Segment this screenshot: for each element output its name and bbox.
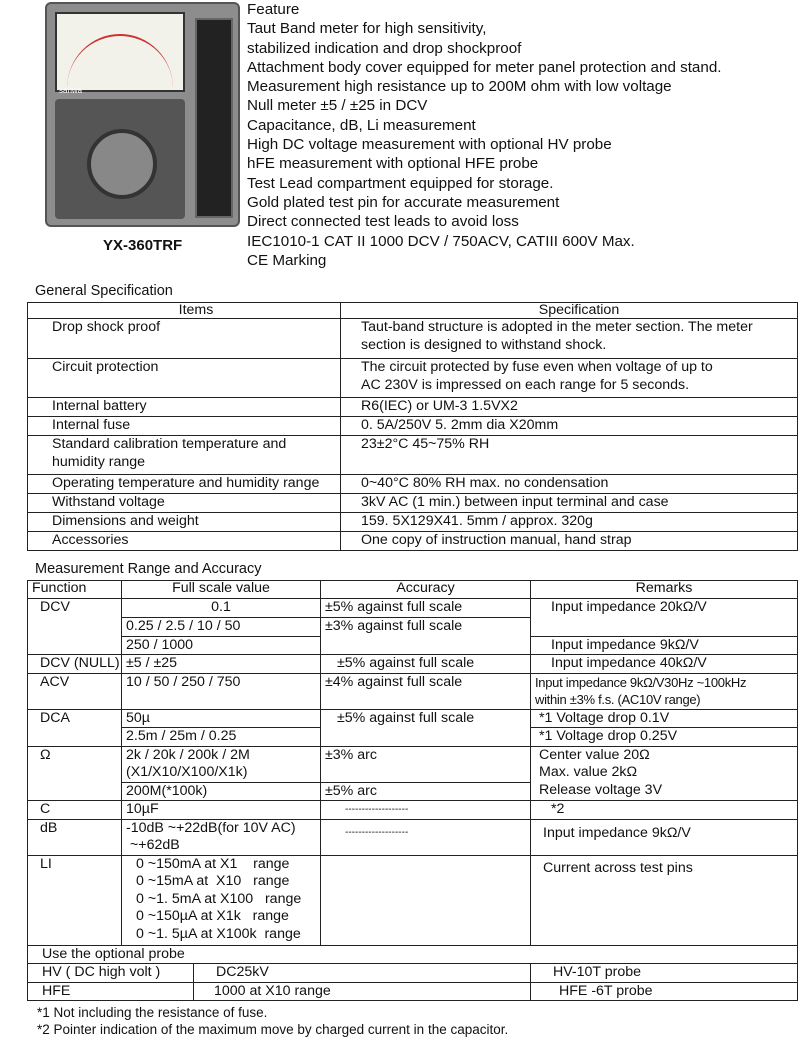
spec: 23±2°C 45~75% RH	[341, 436, 798, 475]
header-full-scale: Full scale value	[122, 581, 321, 599]
spec: 159. 5X129X41. 5mm / approx. 320g	[341, 513, 798, 532]
feature-item: Test Lead compartment equipped for storage.	[247, 174, 554, 192]
spec: One copy of instruction manual, hand strap	[341, 532, 798, 551]
measurement-table	[27, 580, 798, 946]
accuracy: -------------------	[321, 801, 531, 820]
accuracy: ±5% against full scale	[321, 655, 531, 674]
remarks: *1 Voltage drop 0.25V	[531, 728, 798, 747]
header-function: Function	[28, 581, 122, 599]
remarks: Input impedance 9kΩ/V	[531, 636, 798, 655]
feature-item: CE Marking	[247, 251, 327, 269]
meter-dial	[55, 12, 185, 92]
remarks: Input impedance 9kΩ/V30Hz ~100kHz within ±3% f.s. (AC10V range)	[531, 673, 798, 709]
probe-remarks: HV-10T probe	[531, 964, 798, 983]
feature-item: Taut Band meter for high sensitivity,	[247, 20, 487, 38]
accuracy: ±3% against full scale	[321, 618, 531, 655]
feature-item: stabilized indication and drop shockproof	[247, 39, 522, 57]
feature-item: Capacitance, dB, Li measurement	[247, 116, 476, 134]
item: Drop shock proof	[28, 319, 341, 359]
probe-function: HV ( DC high volt )	[28, 964, 194, 983]
value: 250 / 1000	[122, 636, 321, 655]
feature-item: Measurement high resistance up to 200M ohm with low voltage	[247, 78, 672, 96]
header-specification: Specification	[341, 303, 798, 319]
header-items: Items	[28, 303, 341, 319]
accuracy: ±3% arc	[321, 746, 531, 782]
range-selector-knob	[87, 129, 157, 199]
value: ±5 / ±25	[122, 655, 321, 674]
item: Withstand voltage	[28, 494, 341, 513]
value: 0.1	[122, 599, 321, 618]
optional-probe-title: Use the optional probe	[28, 946, 798, 964]
function-dcv-null: DCV (NULL)	[28, 655, 122, 674]
general-spec-title: General Specification	[35, 283, 173, 299]
feature-heading: Feature	[247, 1, 300, 18]
function-dca: DCA	[28, 709, 122, 746]
feature-item: Null meter ±5 / ±25 in DCV	[247, 97, 428, 115]
general-spec-table	[27, 302, 798, 551]
value: 0 ~150mA at X1 range 0 ~15mA at X10 range 0 ~1. 5mA at X100 range 0 ~150µA at X1k range 0 ~1. 5µA at X100k range	[122, 855, 321, 945]
value: 10µF	[122, 801, 321, 820]
feature-item: Gold plated test pin for accurate measurement	[247, 193, 560, 211]
multimeter-image	[45, 2, 240, 227]
item: Internal fuse	[28, 417, 341, 436]
accuracy: ±5% arc	[321, 782, 531, 801]
test-lead-compartment	[195, 18, 233, 218]
header-accuracy: Accuracy	[321, 581, 531, 599]
spec: R6(IEC) or UM-3 1.5VX2	[341, 398, 798, 417]
feature-item: Attachment body cover equipped for meter panel protection and stand.	[247, 58, 722, 76]
value: 50µ	[122, 709, 321, 728]
function-dcv: DCV	[28, 599, 122, 655]
spec: The circuit protected by fuse even when voltage of up to AC 230V is impressed on each range for 5 seconds.	[341, 359, 798, 398]
function-capacitance: C	[28, 801, 122, 820]
accuracy: -------------------	[321, 819, 531, 855]
probe-value: 1000 at X10 range	[194, 982, 531, 1001]
function-acv: ACV	[28, 673, 122, 709]
feature-list	[247, 0, 721, 270]
header-remarks: Remarks	[531, 581, 798, 599]
accuracy	[321, 855, 531, 945]
optional-probe-table	[27, 946, 798, 1002]
item: Standard calibration temperature and humidity range	[28, 436, 341, 475]
brand-logo: sanwa	[59, 86, 83, 95]
value: -10dB ~+22dB(for 10V AC) ~+62dB	[122, 819, 321, 855]
function-ohm: Ω	[28, 746, 122, 801]
feature-item: hFE measurement with optional HFE probe	[247, 155, 539, 173]
feature-item: Direct connected test leads to avoid loss	[247, 213, 519, 231]
remarks: Input impedance 20kΩ/V	[531, 599, 798, 637]
feature-item: IEC1010-1 CAT II 1000 DCV / 750ACV, CATIII 600V Max.	[247, 232, 635, 250]
value: 0.25 / 2.5 / 10 / 50	[122, 618, 321, 637]
spec: Taut-band structure is adopted in the meter section. The meter section is designed to withstand shock.	[341, 319, 798, 359]
value: 2k / 20k / 200k / 2M (X1/X10/X100/X1k)	[122, 746, 321, 782]
measurement-title: Measurement Range and Accuracy	[35, 561, 262, 577]
footnote-1: *1 Not including the resistance of fuse.	[37, 1005, 268, 1020]
remarks: Center value 20Ω Max. value 2kΩ Release voltage 3V	[531, 746, 798, 801]
item: Dimensions and weight	[28, 513, 341, 532]
value: 10 / 50 / 250 / 750	[122, 673, 321, 709]
probe-function: HFE	[28, 982, 194, 1001]
remarks: *2	[531, 801, 798, 820]
accuracy: ±5% against full scale	[321, 599, 531, 618]
accuracy: ±5% against full scale	[321, 709, 531, 746]
function-db: dB	[28, 819, 122, 855]
probe-value: DC25kV	[194, 964, 531, 983]
item: Operating temperature and humidity range	[28, 475, 341, 494]
remarks: Current across test pins	[531, 855, 798, 945]
model-name: YX-360TRF	[103, 237, 183, 254]
remarks: Input impedance 9kΩ/V	[531, 819, 798, 855]
item: Circuit protection	[28, 359, 341, 398]
feature-item: High DC voltage measurement with optional HV probe	[247, 136, 612, 154]
remarks: *1 Voltage drop 0.1V	[531, 709, 798, 728]
accuracy: ±4% against full scale	[321, 673, 531, 709]
spec-section	[27, 283, 797, 1038]
item: Internal battery	[28, 398, 341, 417]
function-li: LI	[28, 855, 122, 945]
footnote-2: *2 Pointer indication of the maximum move by charged current in the capacitor.	[37, 1022, 509, 1037]
value: 2.5m / 25m / 0.25	[122, 728, 321, 747]
value: 200M(*100k)	[122, 782, 321, 801]
item: Accessories	[28, 532, 341, 551]
spec: 3kV AC (1 min.) between input terminal and case	[341, 494, 798, 513]
spec: 0. 5A/250V 5. 2mm dia X20mm	[341, 417, 798, 436]
remarks: Input impedance 40kΩ/V	[531, 655, 798, 674]
spec: 0~40°C 80% RH max. no condensation	[341, 475, 798, 494]
probe-remarks: HFE -6T probe	[531, 982, 798, 1001]
